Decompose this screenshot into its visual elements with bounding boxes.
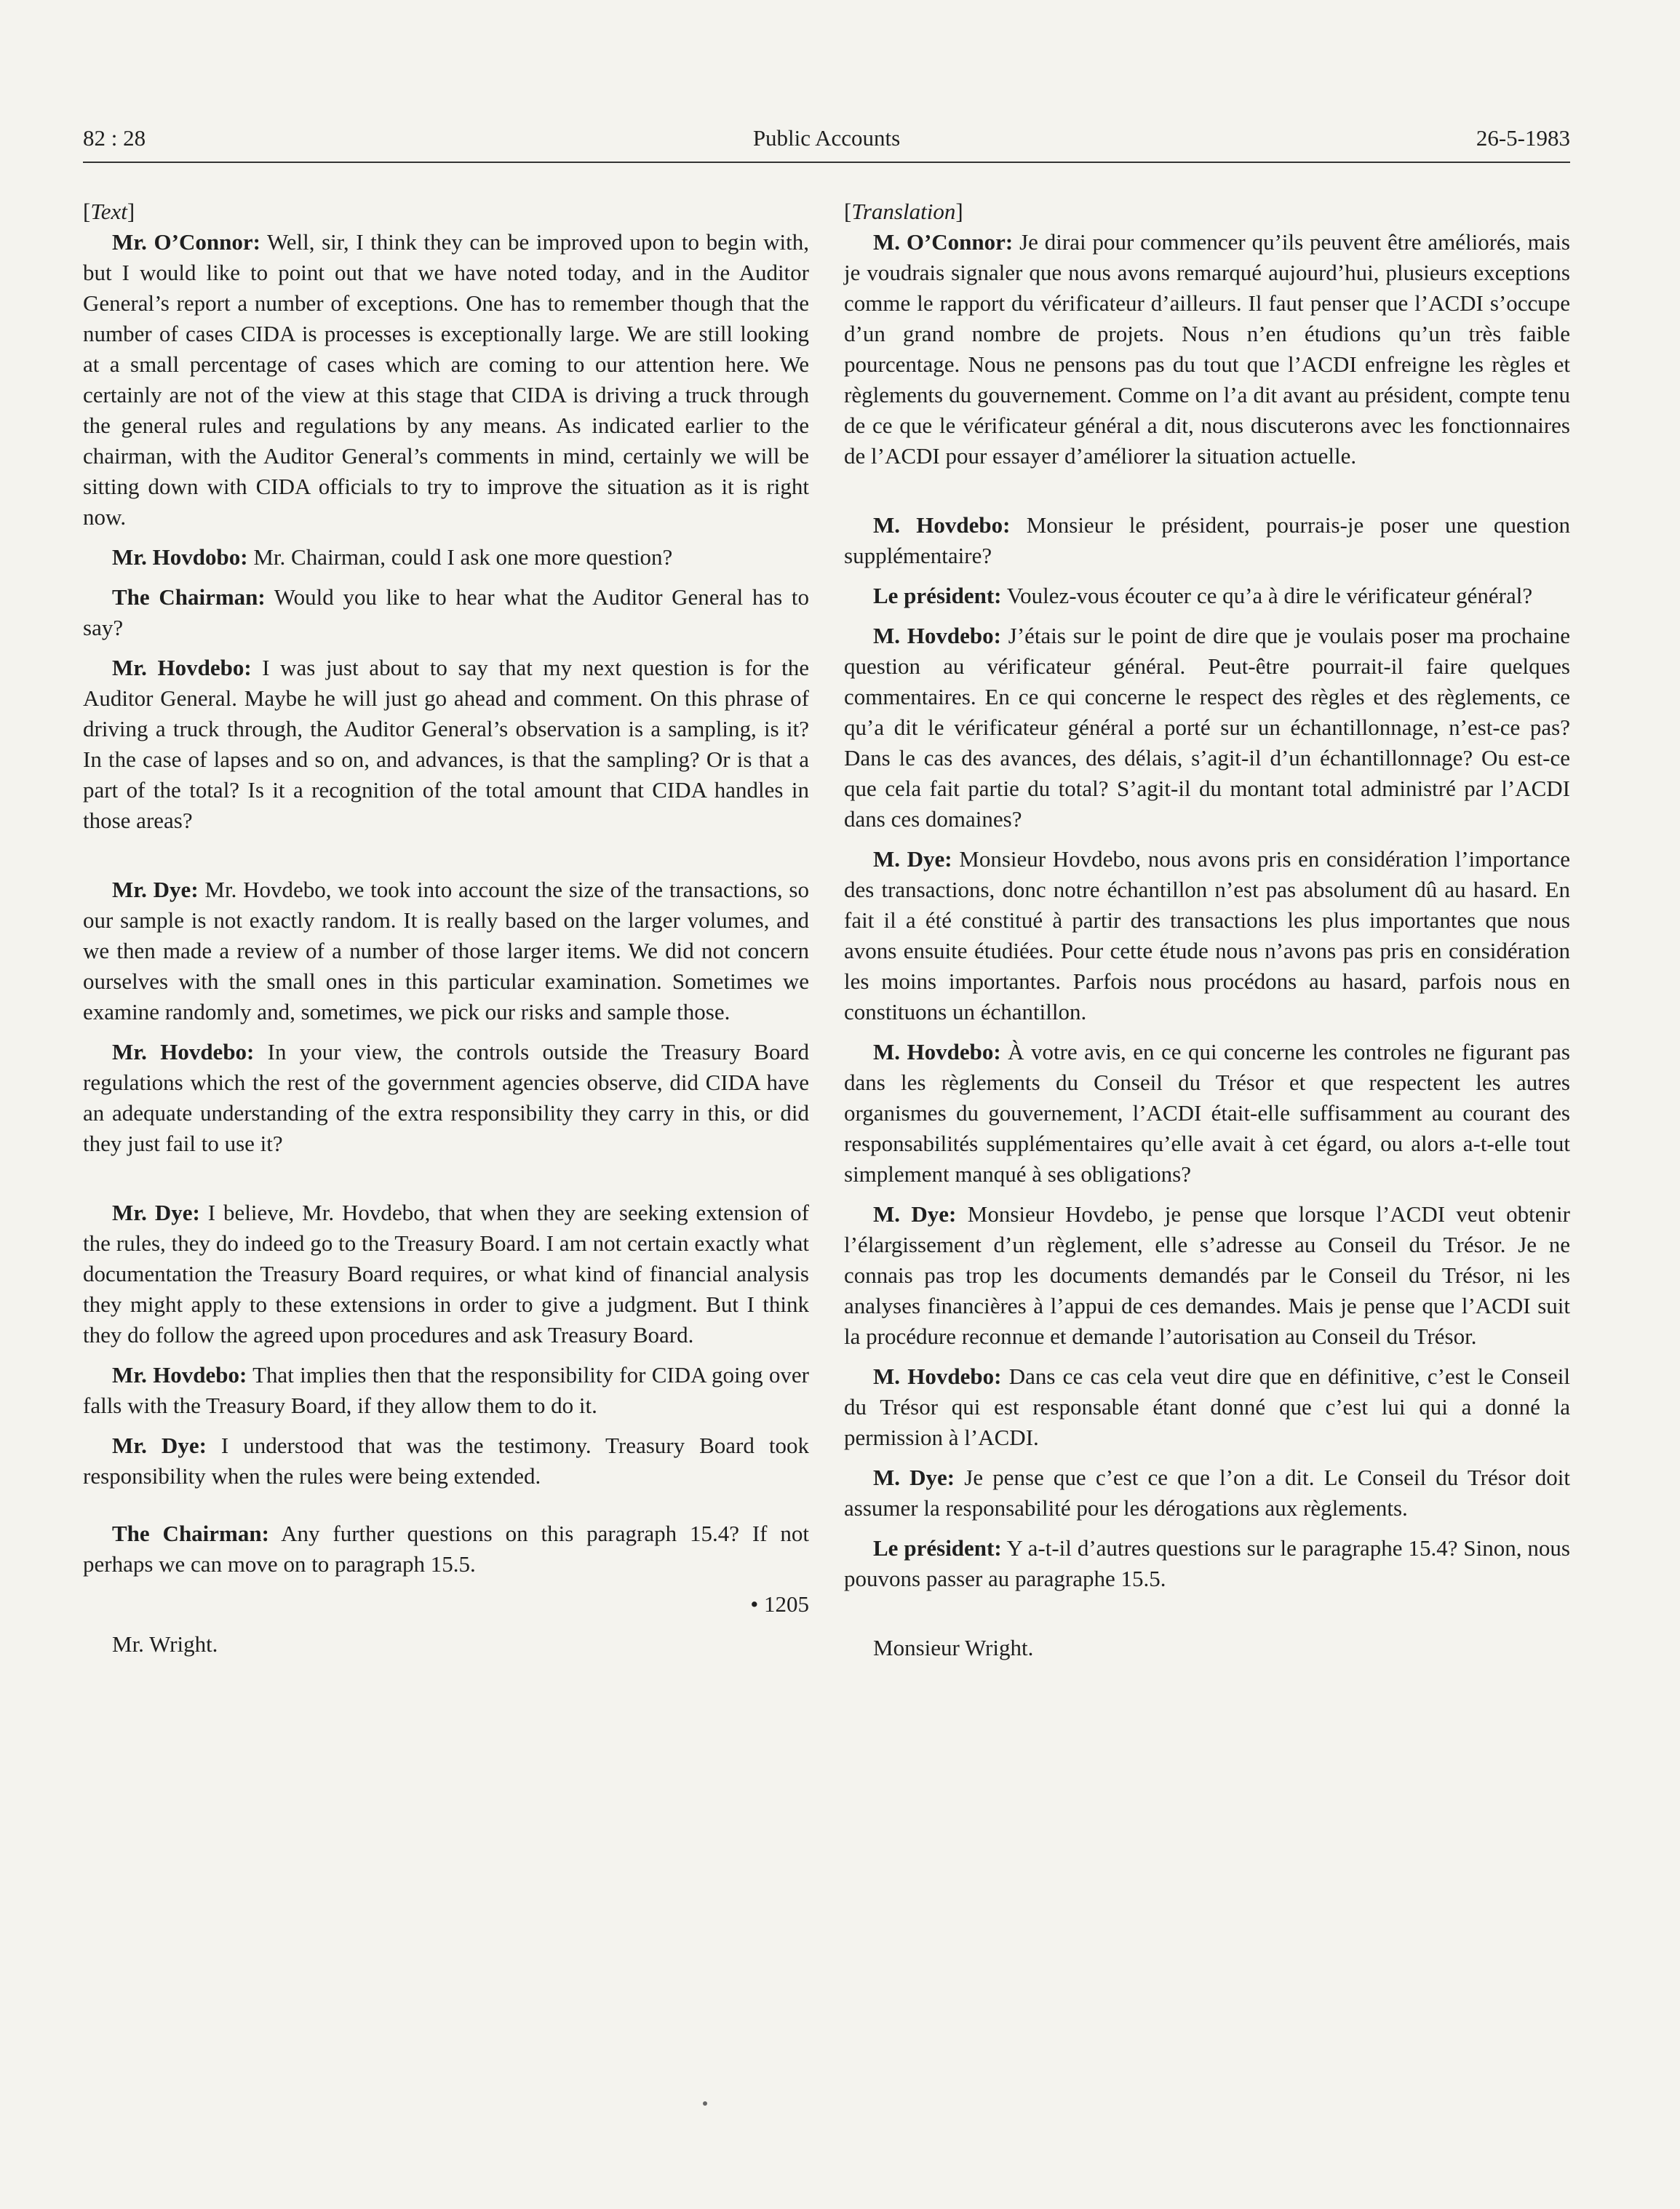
paragraph bbox=[83, 653, 809, 836]
speaker: M. Hovdebo: bbox=[873, 1364, 1002, 1389]
speaker: M. O’Connor: bbox=[873, 229, 1014, 255]
speaker: Le président: bbox=[873, 583, 1002, 608]
language-label-text: Translation bbox=[851, 199, 956, 224]
paragraph bbox=[83, 542, 809, 573]
paragraph bbox=[83, 1430, 809, 1492]
speech: Je dirai pour commencer qu’ils peuvent être améliorés, mais je voudrais signaler que nous avons remarqué aujourd’hui, plusieurs exceptions comme le rapport du vérificateur d’ailleurs. Il faut penser que l’ACDI s’occupe d’un grand nombre de projets. Nous n’en étudions qu’un très faible pourcentage. Nous ne pensons pas du tout que l’ACDI enfreigne les règles et règlements du gouvernement. Comme on l’a dit avant au président, compte tenu de ce que le vérificateur général a dit, nous discuterons avec les fonctionnaires de l’ACDI pour essayer d’améliorer la situation actuelle. bbox=[844, 229, 1570, 469]
page-title: Public Accounts bbox=[752, 125, 901, 151]
speech: Well, sir, I think they can be improved upon to begin with, but I would like to point out that we have noted today, and in the Auditor General’s report a number of exceptions. One has to remember though that the number of cases CIDA is processes is exceptionally large. We are still looking at a small percentage of cases which are coming to our attention here. We certainly are not of the view at this stage that CIDA is driving a truck through the general rules and regulations by any means. As indicated earlier to the chairman, with the Auditor General’s comments in mind, certainly we will be sitting down with CIDA officials to try to improve the situation as it is right now. bbox=[83, 229, 809, 530]
speech: I was just about to say that my next question is for the Auditor General. Maybe he will just go ahead and comment. On this phrase of driving a truck through, the Auditor General’s observation is a sampling, is it? In the case of lapses and so on, and advances, is that the sampling? Or is that a part of the total? Is it a recognition of the total amount that CIDA handles in those areas? bbox=[83, 655, 809, 833]
speech: J’étais sur le point de dire que je voulais poser ma prochaine question au vérificateur général. Peut-être pourrait-il faire quelques commentaires. En ce qui concerne le respect des règles et des règlements, ce qu’a dit le vérificateur général a porté sur un échantillonnage, n’est-ce pas? Dans le cas des avances, des délais, s’agit-il d’un échantillonnage? Ou est-ce que cela fait partie du total? S’agit-il du montant total administré par l’ACDI dans ces domaines? bbox=[844, 623, 1570, 832]
speech: À votre avis, en ce qui concerne les controles ne figurant pas dans les règlements du Conseil du Trésor et que respectent les autres organismes du gouvernement, l’ACDI était-elle suffisamment au courant des responsabilités supplémentaires qu’elle avait à cet égard, ou alors a-t-elle tout simplement manqué à ses obligations? bbox=[844, 1039, 1570, 1187]
speaker: Mr. Hovdobo: bbox=[112, 544, 248, 570]
english-column bbox=[83, 196, 809, 1669]
speaker: M. Hovdebo: bbox=[873, 623, 1001, 648]
speaker: M. Hovdebo: bbox=[873, 1039, 1001, 1064]
speaker: M. Dye: bbox=[873, 1201, 957, 1227]
speaker: Mr. Hovdebo: bbox=[112, 1362, 247, 1388]
speech: In your view, the controls outside the Treasury Board regulations which the rest of the government agencies observe, did CIDA have an adequate understanding of the extra responsibility they carry in this, or did they just fail to use it? bbox=[83, 1039, 809, 1156]
speech: Je pense que c’est ce que l’on a dit. Le Conseil du Trésor doit assumer la responsabilité pour les dérogations aux règlements. bbox=[844, 1465, 1570, 1521]
speech: Any further questions on this paragraph 15.4? If not perhaps we can move on to paragraph 15.5. bbox=[83, 1521, 809, 1577]
language-label: [Text] bbox=[83, 199, 135, 224]
french-column bbox=[844, 196, 1570, 1673]
paragraph bbox=[83, 227, 809, 533]
speech: Dans ce cas cela veut dire que en définitive, c’est le Conseil du Trésor qui est responsable étant donné que c’est lui qui a donné la permission à l’ACDI. bbox=[844, 1364, 1571, 1450]
speaker: Le président: bbox=[873, 1535, 1002, 1561]
header-rule bbox=[83, 162, 1570, 163]
speaker: Mr. Dye: bbox=[112, 877, 199, 902]
speaker: Mr. O’Connor: bbox=[112, 229, 260, 255]
paragraph bbox=[83, 1037, 809, 1159]
speaker: The Chairman: bbox=[112, 584, 266, 610]
paragraph bbox=[844, 621, 1570, 835]
page-date: 26-5-1983 bbox=[1476, 125, 1570, 151]
paragraph bbox=[844, 1533, 1570, 1594]
closing-line: Monsieur Wright. bbox=[873, 1635, 1034, 1660]
speech: Monsieur Hovdebo, je pense que lorsque l’ACDI veut obtenir l’élargissement d’un règlement, elle s’adresse au Conseil du Trésor. Je ne connais pas trop les documents demandés par le Conseil du Trésor, ni les analyses financières à l’appui de ces demandes. Mais je pense que l’ACDI suit la procédure reconnue et demande l’autorisation au Conseil du Trésor. bbox=[844, 1201, 1570, 1349]
speaker: Mr. Hovdebo: bbox=[112, 655, 252, 680]
speaker: M. Hovdebo: bbox=[873, 512, 1011, 538]
speech: That implies then that the responsibility for CIDA going over falls with the Treasury Board, if they allow them to do it. bbox=[83, 1362, 809, 1418]
speaker: M. Dye: bbox=[873, 1465, 955, 1490]
speech: Mr. Hovdebo, we took into account the size of the transactions, so our sample is not exactly random. It is really based on the larger volumes, and we then made a review of a number of those larger items. We did not concern ourselves with the small ones in this particular examination. Sometimes we examine randomly and, sometimes, we pick our risks and sample those. bbox=[83, 877, 809, 1024]
paragraph bbox=[83, 582, 809, 643]
paragraph bbox=[83, 875, 809, 1027]
page-number: 82 : 28 bbox=[83, 125, 146, 151]
paragraph bbox=[844, 1199, 1570, 1352]
speaker: Mr. Hovdebo: bbox=[112, 1039, 255, 1064]
time-marker: • 1205 bbox=[750, 1591, 809, 1617]
language-label-text: Text bbox=[90, 199, 127, 224]
paragraph bbox=[844, 844, 1570, 1027]
paragraph bbox=[844, 1361, 1570, 1453]
speaker: M. Dye: bbox=[873, 846, 952, 872]
speech: Y a-t-il d’autres questions sur le paragraphe 15.4? Sinon, nous pouvons passer au paragraphe 15.5. bbox=[844, 1535, 1570, 1591]
speech: I believe, Mr. Hovdebo, that when they are seeking extension of the rules, they do indeed go to the Treasury Board. I am not certain exactly what documentation the Treasury Board requires, or what kind of financial analysis they might apply to these extensions in order to give a judgment. But I think they do follow the agreed upon procedures and ask Treasury Board. bbox=[83, 1200, 809, 1348]
paragraph bbox=[844, 1462, 1570, 1524]
speech: Mr. Chairman, could I ask one more question? bbox=[247, 544, 673, 570]
closing-line: Mr. Wright. bbox=[112, 1631, 218, 1657]
paragraph bbox=[844, 510, 1570, 571]
speaker: The Chairman: bbox=[112, 1521, 269, 1546]
speech: Would you like to hear what the Auditor General has to say? bbox=[83, 584, 809, 640]
paragraph bbox=[844, 581, 1570, 611]
paragraph bbox=[83, 1519, 809, 1580]
speaker: Mr. Dye: bbox=[112, 1200, 200, 1225]
paragraph bbox=[83, 1198, 809, 1350]
speech: Monsieur le président, pourrais-je poser une question supplémentaire? bbox=[844, 512, 1570, 568]
speech: Monsieur Hovdebo, nous avons pris en considération l’importance des transactions, donc notre échantillon n’est pas absolument dû au hasard. En fait il a été constitué à partir des transactions les plus importantes que nous avons ensuite étudiées. Pour cette étude nous n’avons pas pris en considération les moins importantes. Parfois nous procédons au hasard, parfois nous en constituons un échantillon. bbox=[844, 846, 1570, 1024]
speech: Voulez-vous écouter ce qu’a à dire le vérificateur général? bbox=[1001, 583, 1533, 608]
paragraph bbox=[83, 1360, 809, 1421]
speaker: Mr. Dye: bbox=[112, 1433, 207, 1458]
language-label: [Translation] bbox=[844, 199, 963, 224]
paragraph bbox=[844, 1037, 1570, 1190]
paragraph bbox=[844, 227, 1570, 471]
page-header bbox=[83, 125, 1570, 162]
page-dot bbox=[703, 2101, 707, 2106]
speech: I understood that was the testimony. Treasury Board took responsibility when the rules were being extended. bbox=[83, 1433, 809, 1489]
